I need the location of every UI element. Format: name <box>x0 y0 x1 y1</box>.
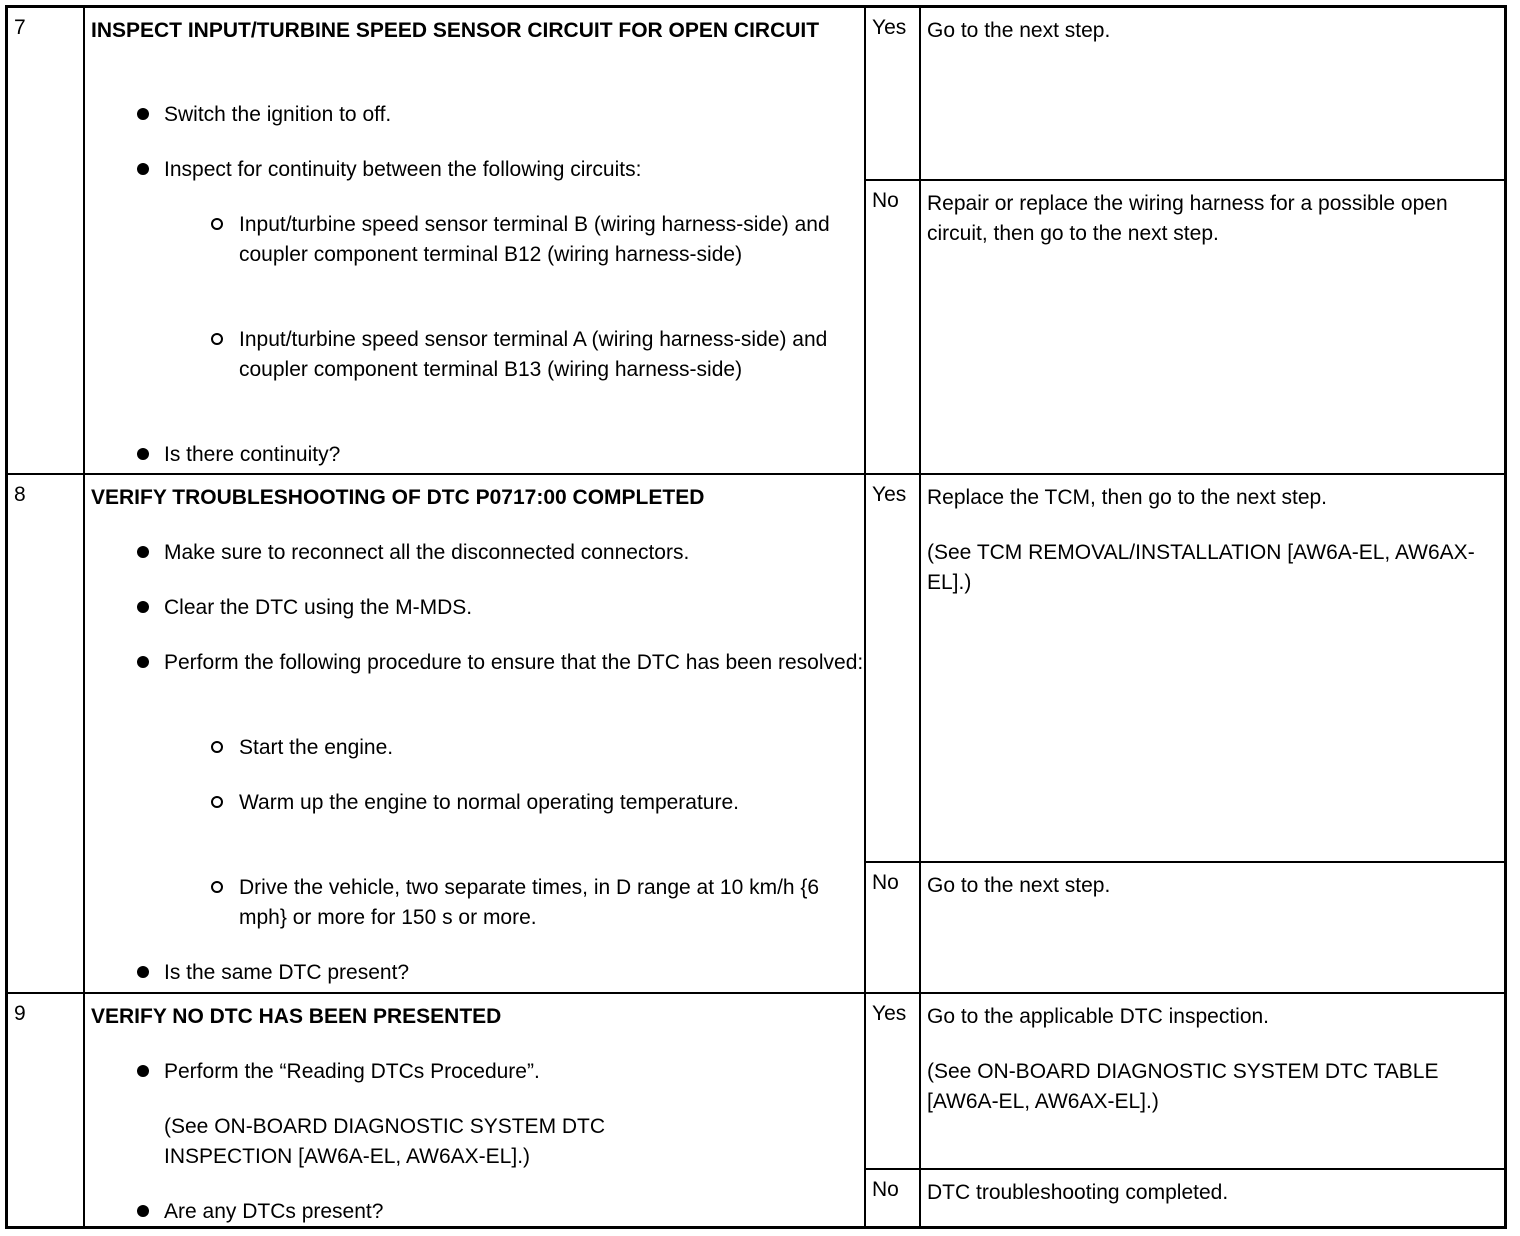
bullet-circle-icon <box>211 218 223 230</box>
yes-action <box>921 994 1504 1168</box>
yes-result <box>866 994 1504 1170</box>
sub-list-item: Input/turbine speed sensor terminal A (wiring harness-side) and coupler component terminal B13 (wiring harness-side) <box>239 328 828 381</box>
bullet-disc-icon <box>137 163 149 175</box>
reference-link-text[interactable]: (See ON-BOARD DIAGNOSTIC SYSTEM DTC INSPECTION [AW6A-EL, AW6AX-EL].) <box>164 1115 606 1168</box>
yes-label: Yes <box>866 475 921 861</box>
bullet-circle-icon <box>211 741 223 753</box>
no-label: No <box>866 863 921 992</box>
bullet-circle-icon <box>211 333 223 345</box>
action-text: Repair or replace the wiring harness for a possible open circuit, then go to the next step. <box>927 192 1448 245</box>
yes-action <box>921 475 1504 861</box>
step-title: INSPECT INPUT/TURBINE SPEED SENSOR CIRCUIT FOR OPEN CIRCUIT <box>91 19 820 42</box>
table-row <box>8 8 1504 475</box>
inspection-cell <box>85 8 866 473</box>
step-title: VERIFY TROUBLESHOOTING OF DTC P0717:00 COMPLETED <box>91 486 705 509</box>
list-item: Is the same DTC present? <box>164 961 410 984</box>
sub-list-item: Warm up the engine to normal operating temperature. <box>239 791 739 814</box>
step-number: 8 <box>8 475 85 992</box>
list-item: Perform the following procedure to ensure that the DTC has been resolved: <box>164 651 864 674</box>
bullet-disc-icon <box>137 1205 149 1217</box>
inspection-cell <box>85 994 866 1226</box>
sub-list-item: Input/turbine speed sensor terminal B (wiring harness-side) and coupler component terminal B12 (wiring harness-side) <box>239 213 830 266</box>
sub-list-item: Drive the vehicle, two separate times, in D range at 10 km/h {6 mph} or more for 150 s or more. <box>239 876 820 929</box>
step-number: 9 <box>8 994 85 1226</box>
bullet-disc-icon <box>137 448 149 460</box>
yes-result <box>866 475 1504 863</box>
action-text: Replace the TCM, then go to the next step. <box>927 486 1328 509</box>
list-item: Make sure to reconnect all the disconnected connectors. <box>164 541 690 564</box>
table-row <box>8 994 1504 1226</box>
list-item: Is there continuity? <box>164 443 341 466</box>
action-text: Go to the next step. <box>927 19 1111 42</box>
table-row <box>8 475 1504 994</box>
result-cell <box>866 475 1504 992</box>
no-action <box>921 1170 1504 1226</box>
no-action <box>921 863 1504 992</box>
bullet-disc-icon <box>137 1065 149 1077</box>
diagnostic-procedure-table <box>5 5 1507 1229</box>
yes-action <box>921 8 1504 179</box>
result-cell <box>866 994 1504 1226</box>
no-result <box>866 181 1504 473</box>
list-item: Are any DTCs present? <box>164 1200 384 1223</box>
step-title: VERIFY NO DTC HAS BEEN PRESENTED <box>91 1005 502 1028</box>
yes-label: Yes <box>866 8 921 179</box>
bullet-disc-icon <box>137 546 149 558</box>
no-result <box>866 1170 1504 1226</box>
list-item: Perform the “Reading DTCs Procedure”. <box>164 1060 540 1083</box>
bullet-disc-icon <box>137 656 149 668</box>
action-text: Go to the applicable DTC inspection. <box>927 1005 1270 1028</box>
bullet-circle-icon <box>211 796 223 808</box>
bullet-disc-icon <box>137 966 149 978</box>
inspection-cell <box>85 475 866 992</box>
list-item: Inspect for continuity between the following circuits: <box>164 158 642 181</box>
reference-link-text[interactable]: (See ON-BOARD DIAGNOSTIC SYSTEM DTC TABLE [AW6A-EL, AW6AX-EL].) <box>927 1060 1439 1113</box>
yes-result <box>866 8 1504 181</box>
no-label: No <box>866 181 921 473</box>
action-text: Go to the next step. <box>927 874 1111 897</box>
bullet-circle-icon <box>211 881 223 893</box>
list-item: Switch the ignition to off. <box>164 103 392 126</box>
no-label: No <box>866 1170 921 1226</box>
list-item: Clear the DTC using the M-MDS. <box>164 596 473 619</box>
result-cell <box>866 8 1504 473</box>
step-number: 7 <box>8 8 85 473</box>
yes-label: Yes <box>866 994 921 1168</box>
bullet-disc-icon <box>137 108 149 120</box>
reference-link-text[interactable]: (See TCM REMOVAL/INSTALLATION [AW6A-EL, AW6AX-EL].) <box>927 541 1475 594</box>
bullet-disc-icon <box>137 601 149 613</box>
no-result <box>866 863 1504 992</box>
no-action <box>921 181 1504 473</box>
action-text: DTC troubleshooting completed. <box>927 1181 1229 1204</box>
sub-list-item: Start the engine. <box>239 736 394 759</box>
